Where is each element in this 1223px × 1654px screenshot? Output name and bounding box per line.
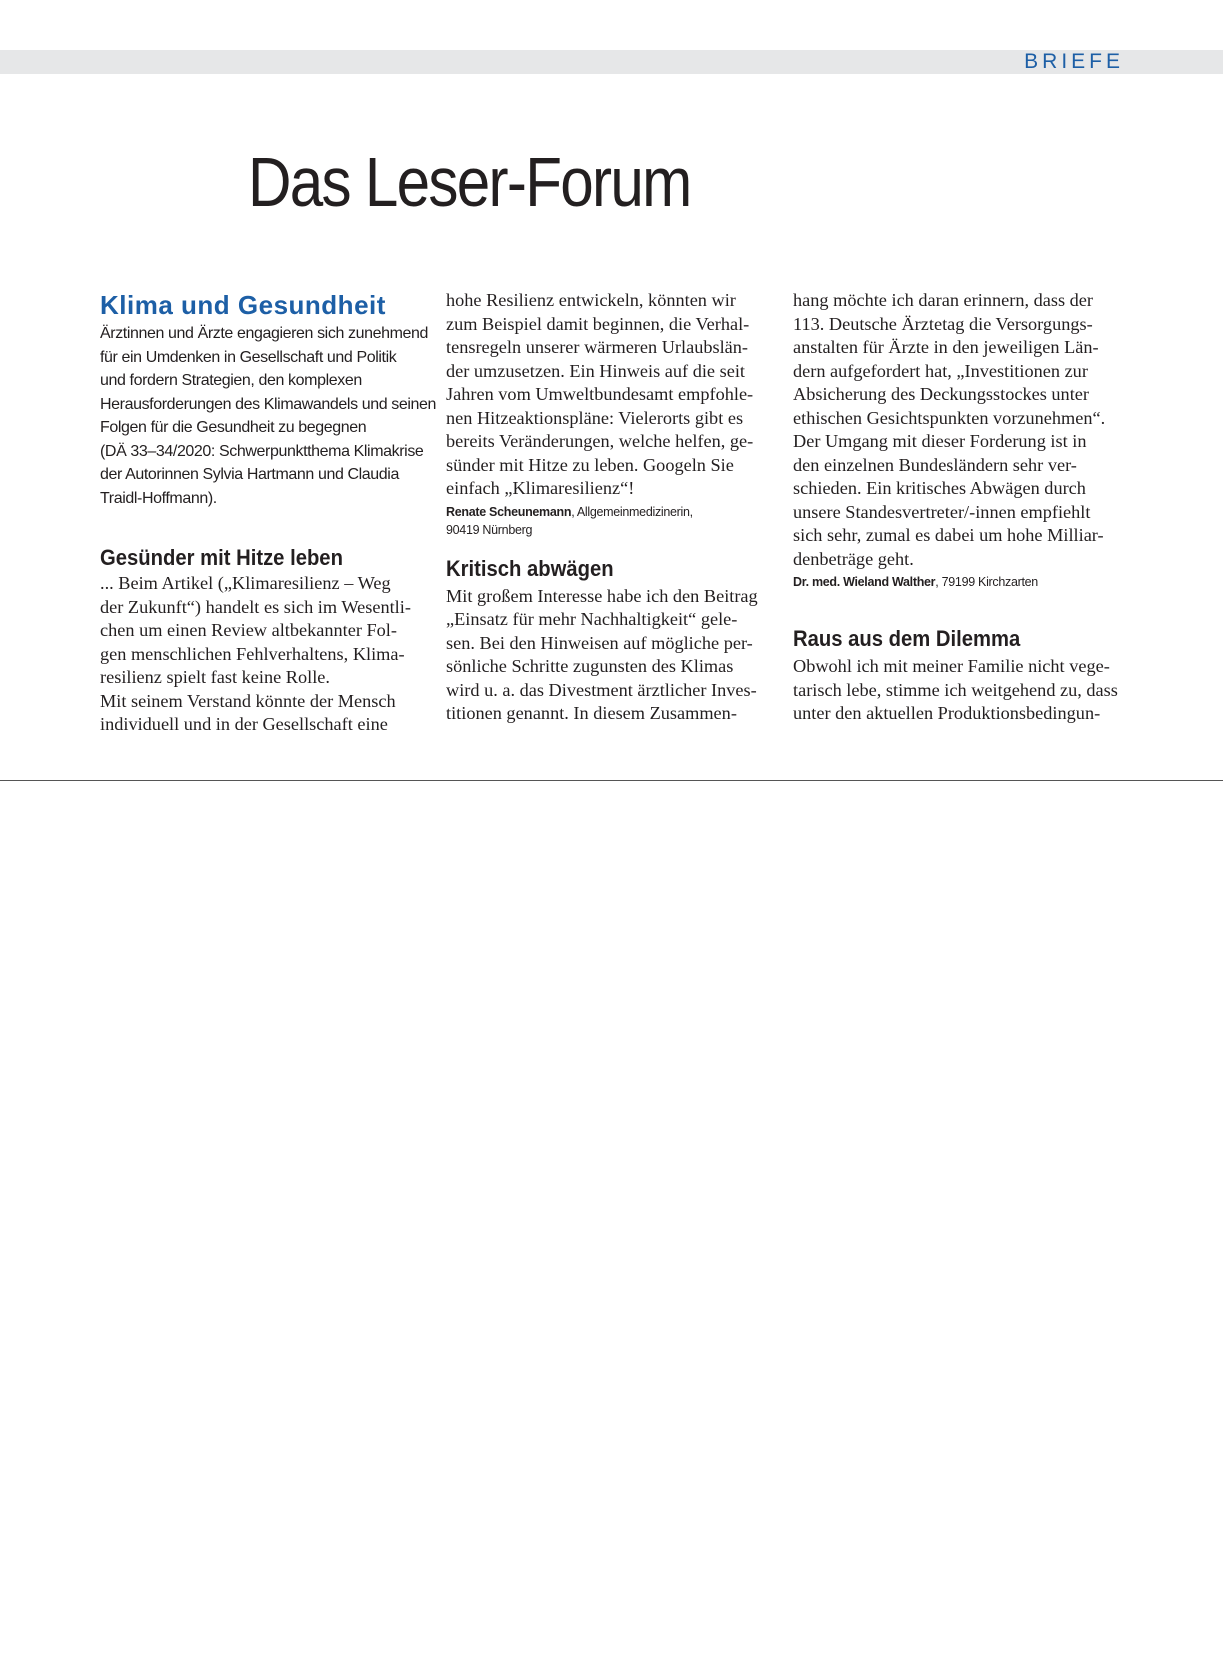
intro-line: für ein Umdenken in Gesellschaft und Politik — [100, 348, 397, 366]
body-line: ethischen Gesichtspunkten vorzunehmen“. — [793, 407, 1106, 428]
body-line: sen. Bei den Hinweisen auf mögliche per- — [446, 632, 753, 653]
author-line — [446, 503, 782, 521]
body-line: anstalten für Ärzte in den jeweiligen Län- — [793, 337, 1099, 357]
body-line: Mit seinem Verstand könnte der Mensch — [100, 690, 396, 711]
body-line: chen um einen Review altbekannter Fol- — [100, 620, 397, 640]
body-line: ... Beim Artikel („Klimaresilienz – Weg — [100, 573, 391, 593]
letter-body — [793, 655, 1133, 726]
author-place: 90419 Nürnberg — [446, 522, 533, 537]
bottom-divider — [0, 780, 1223, 781]
letter-body — [446, 585, 782, 726]
column-3 — [793, 289, 1133, 726]
column-2 — [446, 289, 782, 726]
column-1 — [100, 288, 436, 737]
body-line: sich sehr, zumal es dabei um hohe Milliar- — [793, 525, 1104, 545]
body-line: dern aufgefordert hat, „Investitionen zur — [793, 360, 1088, 381]
body-line: wird u. a. das Divestment ärztlicher Inves- — [446, 679, 757, 700]
body-line: unsere Standesvertreter/-innen empfiehlt — [793, 501, 1091, 522]
intro-text — [100, 322, 436, 510]
letter-heading: Raus aus dem Dilemma — [793, 626, 1021, 651]
letter-body — [793, 289, 1133, 571]
body-line: schieden. Ein kritisches Abwägen durch — [793, 478, 1086, 498]
author-line — [793, 573, 1133, 591]
body-line: 113. Deutsche Ärztetag die Versorgungs- — [793, 313, 1093, 334]
intro-line: (DÄ 33–34/2020: Schwerpunktthema Klimakrise — [100, 442, 424, 460]
body-line: der Zukunft“) handelt es sich im Wesentli- — [100, 596, 411, 617]
body-line: individuell und in der Gesellschaft eine — [100, 714, 388, 734]
intro-line: Folgen für die Gesundheit zu begegnen — [100, 419, 367, 436]
body-line: titionen genannt. In diesem Zusammen- — [446, 703, 737, 723]
body-line: nen Hitzeaktionspläne: Vielerorts gibt es — [446, 407, 744, 428]
author-title: , Allgemeinmedizinerin, — [571, 504, 693, 519]
body-line: „Einsatz für mehr Nachhaltigkeit“ gele- — [446, 609, 738, 629]
body-line: gen menschlichen Fehlverhaltens, Klima- — [100, 643, 405, 664]
intro-line: der Autorinnen Sylvia Hartmann und Claudia — [100, 466, 399, 483]
intro-line: Herausforderungen des Klimawandels und seinen — [100, 395, 437, 413]
body-line: unter den aktuellen Produktionsbedingun- — [793, 703, 1101, 723]
body-line: bereits Veränderungen, welche helfen, ge- — [446, 431, 754, 451]
body-line: Absicherung des Deckungsstockes unter — [793, 384, 1089, 404]
body-line: sönliche Schritte zugunsten des Klimas — [446, 656, 734, 676]
body-line: der umzusetzen. Ein Hinweis auf die seit — [446, 360, 746, 381]
intro-line: Traidl-Hoffmann). — [100, 489, 217, 507]
author-name: Dr. med. Wieland Walther — [793, 575, 936, 589]
letter-body — [446, 289, 782, 501]
author-signature — [446, 503, 782, 539]
section-label: BRIEFE — [1024, 50, 1124, 73]
body-line: tarisch lebe, stimme ich weitgehend zu, dass — [793, 679, 1118, 700]
intro-line: und fordern Strategien, den komplexen — [100, 372, 362, 389]
author-signature — [793, 573, 1133, 591]
letter-heading: Kritisch abwägen — [446, 555, 614, 581]
body-line: Mit großem Interesse habe ich den Beitrag — [446, 585, 758, 606]
author-place: , 79199 Kirchzarten — [935, 575, 1038, 589]
letter-body — [100, 572, 436, 737]
body-line: Obwohl ich mit meiner Familie nicht vege- — [793, 656, 1110, 676]
body-line: Der Umgang mit dieser Forderung ist in — [793, 431, 1087, 451]
body-line: tensregeln unserer wärmeren Urlaubslän- — [446, 337, 749, 357]
letter-heading: Gesünder mit Hitze leben — [100, 545, 343, 570]
author-name: Renate Scheunemann — [446, 504, 572, 519]
body-line: resilienz spielt fast keine Rolle. — [100, 667, 330, 687]
body-line: hang möchte ich daran erinnern, dass der — [793, 290, 1093, 310]
body-line: hohe Resilienz entwickeln, könnten wir — [446, 290, 736, 310]
body-line: denbeträge geht. — [793, 548, 914, 569]
intro-heading: Klima und Gesundheit — [100, 290, 386, 320]
body-line: Jahren vom Umweltbundesamt empfohle- — [446, 384, 754, 404]
page-title: Das Leser-Forum — [248, 143, 691, 221]
intro-line: Ärztinnen und Ärzte engagieren sich zunehmend — [100, 325, 429, 342]
body-line: sünder mit Hitze zu leben. Googeln Sie — [446, 454, 734, 475]
body-line: den einzelnen Bundesländern sehr ver- — [793, 454, 1077, 475]
body-line: zum Beispiel damit beginnen, die Verhal- — [446, 313, 750, 334]
body-line: einfach „Klimaresilienz“! — [446, 478, 635, 498]
